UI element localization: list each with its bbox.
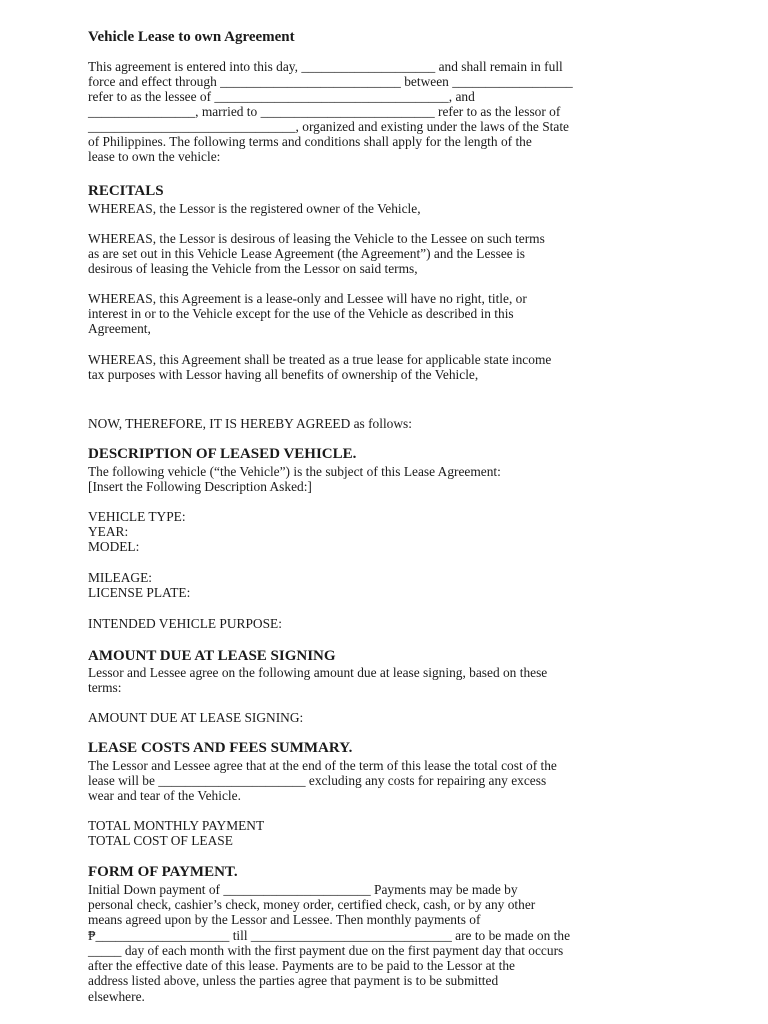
recital-line: as are set out in this Vehicle Lease Agreement (the Agreement”) and the Lessee is [88, 246, 526, 261]
field-amount-due: AMOUNT DUE AT LEASE SIGNING: [88, 710, 304, 725]
payment-heading: FORM OF PAYMENT. [88, 864, 238, 880]
payment-line: after the effective date of this lease. Payments are to be paid to the Lessor at the [88, 958, 515, 973]
lease-costs-line: The Lessor and Lessee agree that at the end of the term of this lease the total cost of the [88, 758, 557, 773]
payment-line: _____ day of each month with the first payment due on the first payment day that occurs [88, 943, 564, 958]
document-title: Vehicle Lease to own Agreement [88, 29, 295, 45]
recital-line: desirous of leasing the Vehicle from the Lessor on said terms, [88, 261, 418, 276]
intro-line: lease to own the vehicle: [88, 149, 221, 164]
field-vehicle-type: VEHICLE TYPE: [88, 509, 186, 524]
intro-line: This agreement is entered into this day, ____________________ and shall remain in full [88, 59, 563, 74]
amount-due-heading: AMOUNT DUE AT LEASE SIGNING [88, 648, 336, 664]
field-year: YEAR: [88, 524, 129, 539]
recital-line: WHEREAS, this Agreement is a lease-only and Lessee will have no right, title, or [88, 291, 527, 306]
lease-costs-line: lease will be ______________________ excluding any costs for repairing any excess [88, 773, 547, 788]
field-model: MODEL: [88, 539, 140, 554]
intro-line: force and effect through ___________________________ between __________________ [88, 74, 573, 89]
recital-line: tax purposes with Lessor having all benefits of ownership of the Vehicle, [88, 367, 479, 382]
payment-line: Initial Down payment of ______________________ Payments may be made by [88, 882, 518, 897]
payment-line: ₱____________________ till ______________________________ are to be made on the [88, 928, 571, 943]
agreed-line: NOW, THEREFORE, IT IS HEREBY AGREED as follows: [88, 416, 412, 431]
description-heading: DESCRIPTION OF LEASED VEHICLE. [88, 446, 357, 462]
description-line: [Insert the Following Description Asked:] [88, 479, 312, 494]
recital-line: WHEREAS, this Agreement shall be treated as a true lease for applicable state income [88, 352, 552, 367]
recital-line: WHEREAS, the Lessor is the registered owner of the Vehicle, [88, 201, 421, 216]
recitals-heading: RECITALS [88, 183, 164, 199]
lease-costs-line: wear and tear of the Vehicle. [88, 788, 241, 803]
recital-line: interest in or to the Vehicle except for the use of the Vehicle as described in this [88, 306, 514, 321]
payment-line: means agreed upon by the Lessor and Lessee. Then monthly payments of [88, 912, 481, 927]
field-license-plate: LICENSE PLATE: [88, 585, 191, 600]
payment-line: address listed above, unless the parties agree that payment is to be submitted [88, 973, 499, 988]
description-line: The following vehicle (“the Vehicle”) is the subject of this Lease Agreement: [88, 464, 501, 479]
field-total-cost-of-lease: TOTAL COST OF LEASE [88, 833, 233, 848]
payment-line: elsewhere. [88, 989, 145, 1004]
recital-line: Agreement, [88, 321, 151, 336]
amount-due-line: Lessor and Lessee agree on the following amount due at lease signing, based on these [88, 665, 548, 680]
field-total-monthly-payment: TOTAL MONTHLY PAYMENT [88, 818, 265, 833]
intro-line: ________________, married to __________________________ refer to as the lessor of [88, 104, 561, 119]
intro-line: of Philippines. The following terms and conditions shall apply for the length of the [88, 134, 532, 149]
amount-due-line: terms: [88, 680, 122, 695]
field-intended-purpose: INTENDED VEHICLE PURPOSE: [88, 616, 282, 631]
field-mileage: MILEAGE: [88, 570, 152, 585]
recital-line: WHEREAS, the Lessor is desirous of leasing the Vehicle to the Lessee on such terms [88, 231, 545, 246]
intro-line: _______________________________, organized and existing under the laws of the State [88, 119, 569, 134]
intro-line: refer to as the lessee of ___________________________________, and [88, 89, 475, 104]
payment-line: personal check, cashier’s check, money order, certified check, cash, or by any other [88, 897, 536, 912]
lease-costs-heading: LEASE COSTS AND FEES SUMMARY. [88, 740, 353, 756]
